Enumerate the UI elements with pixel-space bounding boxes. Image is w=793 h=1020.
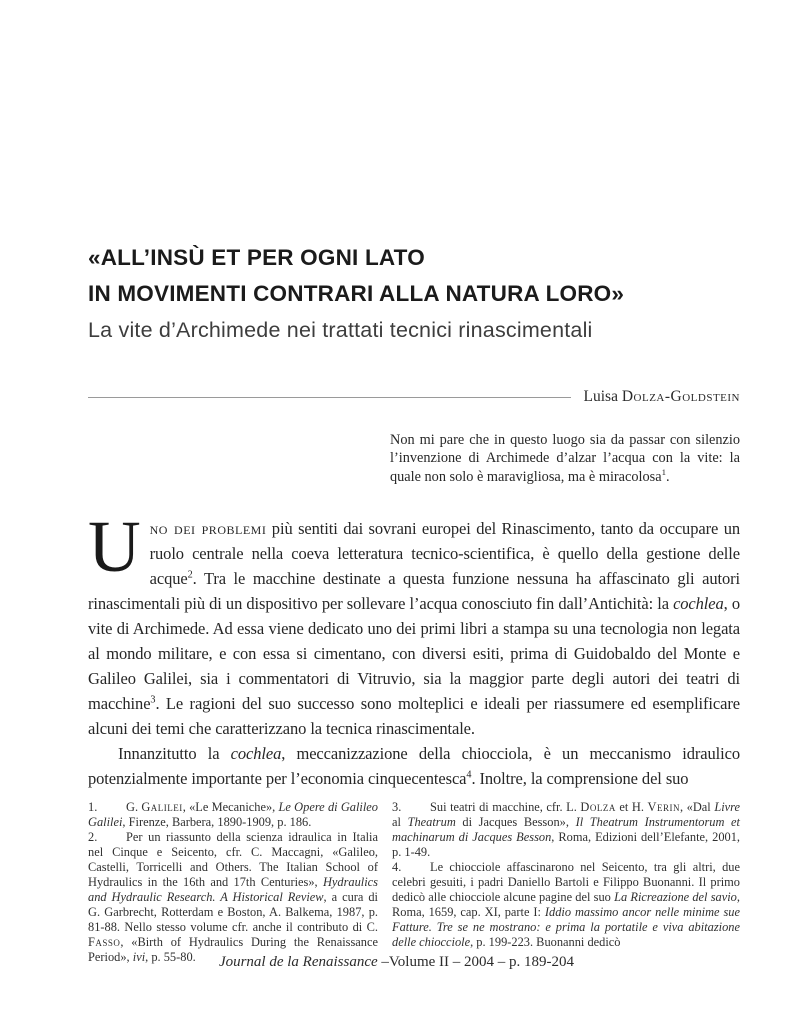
body-text [88,506,740,791]
article-title-line-1: «ALL’INSÙ ET PER OGNI LATO [88,245,425,270]
footnote-4: 4. Le chiocciole affascinarono nel Seicento, tra gli altri, due celebri gesuiti, i padri Daniello Bartoli e Filippo Buonanni. Il primo dedicò alle chiocciole alcune pagine del suo La Ricreazione del savio, Roma, 1659, cap. XI, parte I: Iddio massimo ancor nelle minime sue Fatture. Tre se ne mostrano: e prima la portatile e viva abitazione delle chiocciole, p. 199-223. Buonanni dedicò [392,860,740,949]
footnotes-column-right [392,800,740,965]
body-paragraph-2: Innanzitutto la cochlea, meccanizzazione della chiocciola, è un meccanismo idraulico potenzialmente importante per l’economia cinquecentesca$^4$. Inoltre, la comprensione del suo [88,744,740,788]
article-subtitle: La vite d’Archimede nei trattati tecnici rinascimentali [88,318,593,342]
article-title-line-2: IN MOVIMENTI CONTRARI ALLA NATURA LORO» [88,281,625,306]
footnote-1: 1. G. Galilei, «Le Mecaniche», Le Opere di Galileo Galilei, Firenze, Barbera, 1890-1909, p. 186. [88,800,378,829]
drop-cap: U [88,506,141,587]
author-rule [88,397,571,398]
author-name: Luisa Dolza-Goldstein [583,388,740,405]
footnotes-column-left [88,800,378,965]
footnotes-section [88,800,740,965]
epigraph-quote: Non mi pare che in questo luogo sia da passar con silenzio l’invenzione di Archimede d’alzar l’acqua con la vite: la quale non solo è maravigliosa, ma è miracolosa$^1$. [390,432,740,485]
author-row [88,388,740,406]
footnote-3: 3. Sui teatri di macchine, cfr. L. Dolza et H. Verin, «Dal Livre al Theatrum di Jacques Besson», Il Theatrum Instrumentorum et machinarum di Jacques Besson, Roma, Edizioni dell’Elefante, 2001, p. 1-49. [392,800,741,859]
article-title-block [88,240,748,348]
body-paragraph-1: Uno dei problemi più sentiti dai sovrani europei del Rinascimento, tanto da occupare un ruolo centrale nella coeva letteratura tecnico-scientifica, è quello della gestione delle acque$^2$. Tra le macchine destinate a questa funzione nessuna ha affascinato gli autori rinascimentali più di un dispositivo per sollevare l’acqua conosciuto fin dall’Antichità: la cochlea, o vite di Archimede. Ad essa viene dedicato uno dei primi libri a stampa su una tecnologia non legata al mondo militare, e con essa si cimentano, con diversi esiti, prima di Guidobaldo del Monte e Galileo Galilei, sia i commentatori di Vitruvio, sia la maggior parte degli autori dei teatri di macchine$^3$. Le ragioni del suo successo sono molteplici e ideali per riassumere ed esemplificare alcuni dei temi che caratterizzano la tecnica rinascimentale. [88,506,740,738]
footnote-2: 2. Per un riassunto della scienza idraulica in Italia nel Cinque e Seicento, cfr. C. Maccagni, «Galileo, Castelli, Torricelli and Others. The Italian School of Hydraulics in the 16th and 17th Centuries», Hydraulics and Hydraulic Research. A Historical Review, a cura di G. Garbrecht, Rotterdam e Boston, A. Balkema, 1987, p. 81-88. Nello stesso volume cfr. anche il contributo di C. Fasso, «Birth of Hydraulics During the Renaissance Period», ivi, p. 55-80. [88,830,378,964]
journal-footer: Journal de la Renaissance –Volume II – 2004 – p. 189-204 [218,954,575,970]
